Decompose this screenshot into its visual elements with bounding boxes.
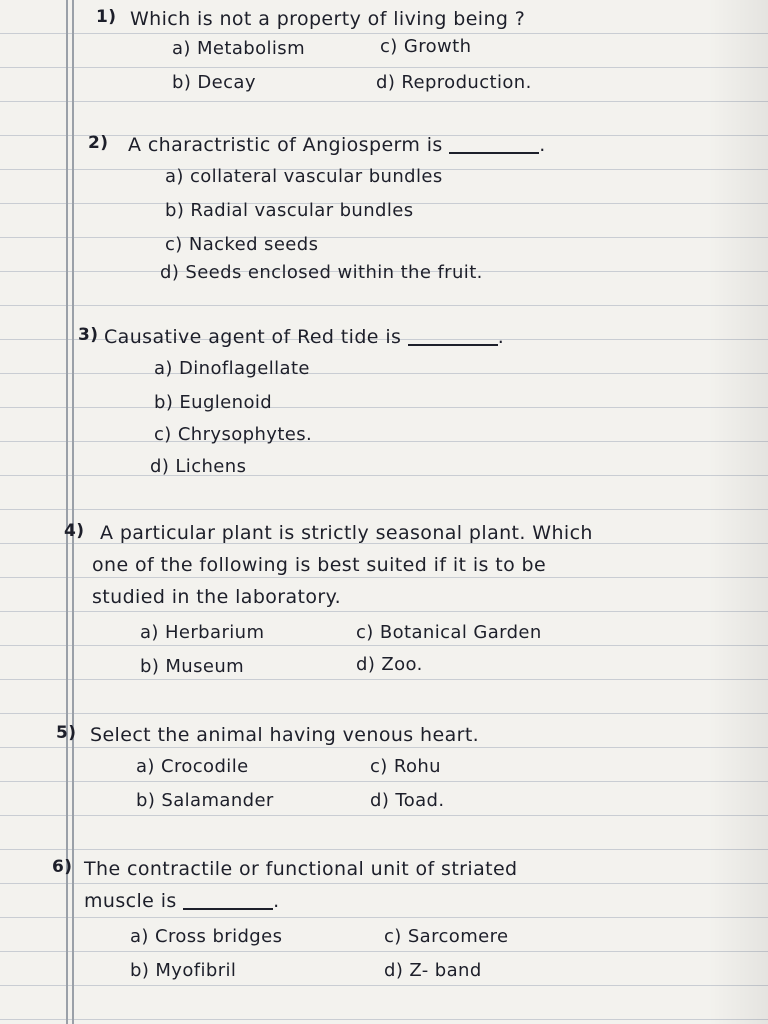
question-text: Which is not a property of living being ? [130, 8, 526, 30]
question-text: Select the animal having venous heart. [90, 724, 480, 746]
option: a) Cross bridges [130, 926, 283, 947]
option: a) Herbarium [140, 622, 265, 643]
option: c) Rohu [370, 756, 441, 777]
question-text-line: studied in the laboratory. [92, 586, 342, 608]
option: d) Reproduction. [376, 72, 532, 93]
option: c) Botanical Garden [356, 622, 542, 643]
question-number: 1) [96, 7, 117, 27]
question-text: A charactristic of Angiosperm is . [128, 134, 546, 156]
option: d) Toad. [370, 790, 445, 811]
question-text-line: muscle is . [84, 890, 280, 912]
option: b) Salamander [136, 790, 274, 811]
option: c) Sarcomere [384, 926, 509, 947]
option: d) Seeds enclosed within the fruit. [160, 262, 483, 283]
option: a) Crocodile [136, 756, 249, 777]
option: b) Decay [172, 72, 256, 93]
page-shadow [708, 0, 768, 1024]
option: b) Myofibril [130, 960, 237, 981]
option: b) Euglenoid [154, 392, 273, 413]
option: c) Chrysophytes. [154, 424, 313, 445]
option: a) collateral vascular bundles [165, 166, 443, 187]
question-text: Causative agent of Red tide is . [104, 326, 505, 348]
question-text-line: one of the following is best suited if it is to be [92, 554, 547, 576]
option: c) Nacked seeds [165, 234, 319, 255]
answer-blank [183, 894, 273, 910]
option: d) Z- band [384, 960, 482, 981]
question-text-line: The contractile or functional unit of striated [84, 858, 518, 880]
answer-blank [408, 330, 498, 346]
option: a) Metabolism [172, 38, 306, 59]
question-number: 6) [52, 857, 73, 877]
option: b) Radial vascular bundles [165, 200, 414, 221]
question-text-line: A particular plant is strictly seasonal plant. Which [100, 522, 593, 544]
question-number: 5) [56, 723, 77, 743]
question-number: 2) [88, 133, 109, 153]
option: b) Museum [140, 656, 245, 677]
option: a) Dinoflagellate [154, 358, 310, 379]
question-number: 3) [78, 325, 99, 345]
answer-blank [449, 138, 539, 154]
question-number: 4) [64, 521, 85, 541]
option: d) Lichens [150, 456, 247, 477]
option: d) Zoo. [356, 654, 423, 675]
option: c) Growth [380, 36, 472, 57]
